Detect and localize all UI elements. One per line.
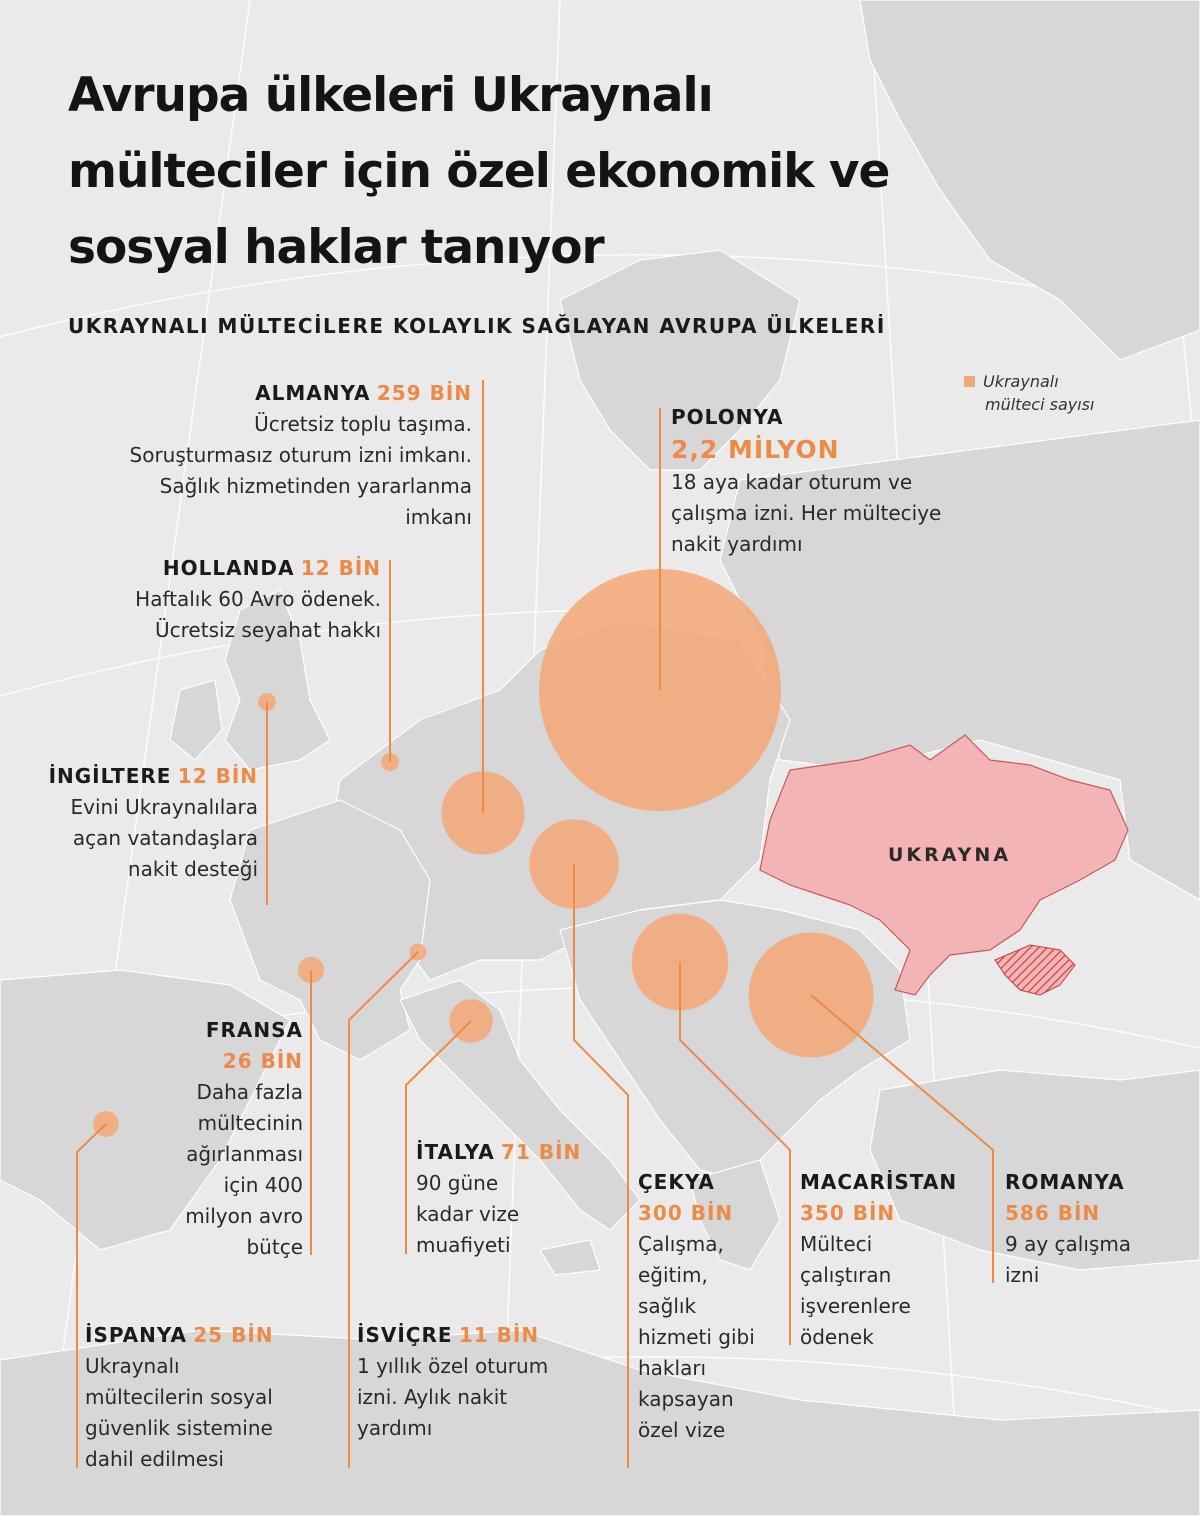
- title-line-3: sosyal haklar tanıyor: [68, 220, 604, 275]
- title-line-1: Avrupa ülkeleri Ukraynalı: [68, 68, 713, 123]
- desc-line: hizmeti gibi: [638, 1325, 755, 1349]
- legend-line-2: mülteci sayısı: [985, 395, 1095, 414]
- label-hollanda: [135, 553, 381, 646]
- desc-line: Sağlık hizmetinden yararlanma: [159, 474, 472, 498]
- refugee-count: 2,2 MİLYON: [671, 435, 840, 464]
- country-name: İSVİÇRE: [357, 1323, 453, 1347]
- desc-line: 90 güne: [416, 1171, 499, 1195]
- desc-line: kadar vize: [416, 1202, 520, 1226]
- title-line-2: mülteciler için özel ekonomik ve: [68, 144, 890, 199]
- refugee-count: 25 BİN: [193, 1323, 274, 1347]
- label-polonya: [671, 402, 941, 560]
- country-name: ROMANYA: [1005, 1170, 1125, 1194]
- desc-line: çalışma izni. Her mülteciye: [671, 501, 942, 525]
- label-ispanya: [85, 1320, 274, 1475]
- subtitle: UKRAYNALI MÜLTECİLERE KOLAYLIK SAĞLAYAN AVRUPA ÜLKELERİ: [68, 314, 886, 338]
- ukraine-label: UKRAYNA: [888, 844, 1012, 866]
- desc-line: yardımı: [357, 1416, 433, 1440]
- desc-line: özel vize: [638, 1418, 726, 1442]
- desc-line: sağlık: [638, 1294, 697, 1318]
- desc-line: nakit yardımı: [671, 532, 803, 556]
- country-name: MACARİSTAN: [800, 1170, 958, 1194]
- label-ingiltere: [49, 761, 258, 885]
- desc-line: milyon avro: [185, 1204, 303, 1228]
- refugee-count: 11 BİN: [458, 1323, 540, 1347]
- refugee-count: 300 BİN: [638, 1201, 734, 1225]
- label-italya: [416, 1137, 581, 1261]
- desc-line: izni: [1005, 1263, 1040, 1287]
- refugee-count: 12 BİN: [177, 764, 258, 788]
- desc-line: Daha fazla: [196, 1080, 303, 1104]
- desc-line: 18 aya kadar oturum ve: [671, 470, 913, 494]
- desc-line: açan vatandaşlara: [72, 826, 258, 850]
- desc-line: 9 ay çalışma: [1005, 1232, 1132, 1256]
- country-name: İSPANYA: [85, 1323, 187, 1347]
- label-almanya: [130, 378, 472, 533]
- refugee-count: 586 BİN: [1005, 1201, 1101, 1225]
- desc-line: izni. Aylık nakit: [357, 1385, 508, 1409]
- desc-line: kapsayan: [638, 1387, 734, 1411]
- desc-line: Soruşturmasız oturum izni imkanı.: [129, 443, 472, 467]
- refugee-count: 259 BİN: [376, 381, 472, 405]
- desc-line: eğitim,: [638, 1263, 708, 1287]
- legend-line-1: Ukraynalı: [983, 372, 1059, 391]
- desc-line: nakit desteği: [127, 857, 258, 881]
- desc-line: muafiyeti: [416, 1233, 511, 1257]
- desc-line: hakları: [638, 1356, 707, 1380]
- label-cekya: [638, 1167, 755, 1446]
- desc-line: mültecinin: [197, 1111, 303, 1135]
- desc-line: Evini Ukraynalılara: [70, 795, 258, 819]
- desc-line: güvenlik sistemine: [85, 1416, 273, 1440]
- desc-line: bütçe: [246, 1235, 303, 1259]
- desc-line: Ücretsiz toplu taşıma.: [254, 412, 472, 436]
- page-title: [68, 58, 1148, 286]
- refugee-count: 350 BİN: [800, 1201, 896, 1225]
- label-isvicre: [357, 1320, 548, 1444]
- desc-line: imkanı: [405, 505, 472, 529]
- refugee-count: 26 BİN: [222, 1049, 303, 1073]
- label-macaristan: [800, 1167, 957, 1353]
- refugee-count: 12 BİN: [300, 556, 381, 580]
- desc-line: Çalışma,: [638, 1232, 724, 1256]
- desc-line: 1 yıllık özel oturum: [357, 1354, 549, 1378]
- desc-line: mültecilerin sosyal: [85, 1385, 273, 1409]
- desc-line: Haftalık 60 Avro ödenek.: [135, 587, 381, 611]
- country-name: İTALYA: [416, 1140, 495, 1164]
- country-name: HOLLANDA: [162, 556, 295, 580]
- country-name: İNGİLTERE: [48, 764, 172, 788]
- country-name: ALMANYA: [255, 381, 371, 405]
- country-name: ÇEKYA: [638, 1170, 715, 1194]
- desc-line: dahil edilmesi: [85, 1447, 224, 1471]
- desc-line: ödenek: [800, 1325, 874, 1349]
- country-name: POLONYA: [671, 405, 784, 429]
- desc-line: ağırlanması: [186, 1142, 303, 1166]
- label-fransa: [185, 1015, 303, 1263]
- desc-line: için 400: [223, 1173, 303, 1197]
- legend-swatch: [964, 376, 975, 387]
- desc-line: Ukraynalı: [85, 1354, 180, 1378]
- legend: [964, 370, 1094, 416]
- desc-line: işverenlere: [800, 1294, 911, 1318]
- desc-line: çalıştıran: [800, 1263, 892, 1287]
- label-romanya: [1005, 1167, 1131, 1291]
- country-name: FRANSA: [205, 1018, 303, 1042]
- refugee-count: 71 BİN: [501, 1140, 582, 1164]
- desc-line: Mülteci: [800, 1232, 873, 1256]
- desc-line: Ücretsiz seyahat hakkı: [155, 618, 381, 642]
